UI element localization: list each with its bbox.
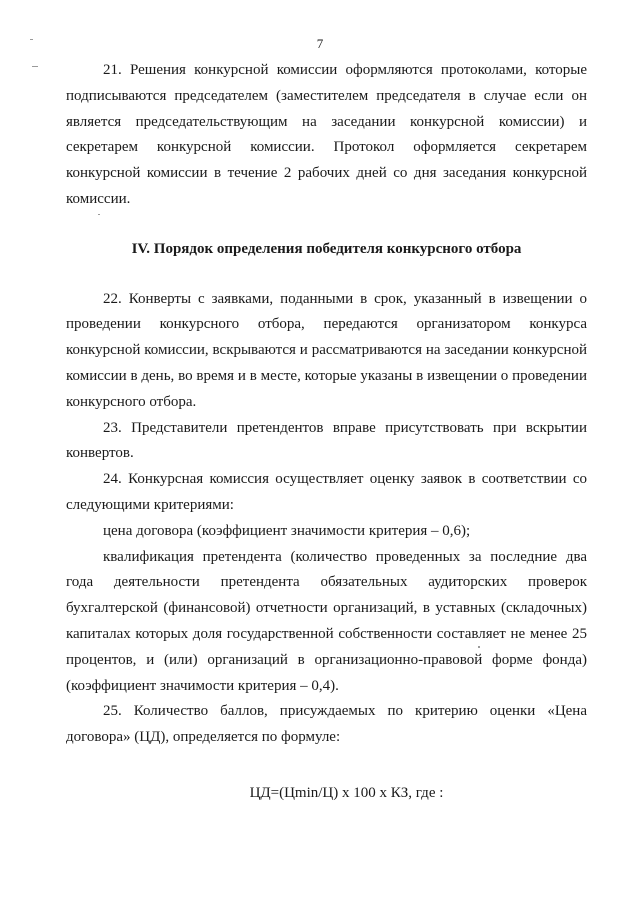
paragraph-24: 24. Конкурсная комиссия осуществляет оценку заявок в соответствии со следующими критериями: — [66, 471, 587, 513]
paragraph-22: 22. Конверты с заявками, поданными в срок, указанный в извещении о проведении конкурсного отбора, передаются организатором конкурса конкурсной комиссии, вскрываются и рассматриваются на заседании конкурсной комиссии в день, во время и в месте, которые указаны в извещении о проведении конкурсного отбора. — [66, 290, 587, 410]
criterion-price: цена договора (коэффициент значимости критерия – 0,6); — [103, 522, 471, 539]
criterion-qualification: квалификация претендента (количество проведенных за последние два года деятельности претендента обязательных аудиторских проверок бухгалтерской (финансовой) отчетности организаций, в уставных (складочных) капиталах которых доля государственной собственности составляет не менее 25 процентов, и (или) организаций в организационно-правовой форме фонда) (коэффициент значимости критерия – 0,4). — [66, 548, 587, 694]
page-number: 7 — [316, 36, 324, 51]
formula: ЦД=(Цmin/Ц) х 100 х КЗ, где : — [249, 784, 444, 801]
section-heading: IV. Порядок определения победителя конкурсного отбора — [131, 240, 522, 257]
paragraph-25: 25. Количество баллов, присуждаемых по критерию оценки «Цена договора» (ЦД), определяется по формуле: — [66, 703, 587, 746]
paragraph-21: 21. Решения конкурсной комиссии оформляются протоколами, которые подписываются председателем (заместителем председателя в случае если он является председательствующим на заседании конкурсной комиссии) и секретарем конкурсной комиссии. Протокол оформляется секретарем конкурсной комиссии в течение 2 рабочих дней со дня заседания конкурсной комиссии. — [66, 62, 587, 207]
paragraph-23: 23. Представители претендентов вправе присутствовать при вскрытии конвертов. — [66, 419, 587, 462]
scan-mark — [32, 66, 38, 67]
document-body — [66, 58, 587, 807]
